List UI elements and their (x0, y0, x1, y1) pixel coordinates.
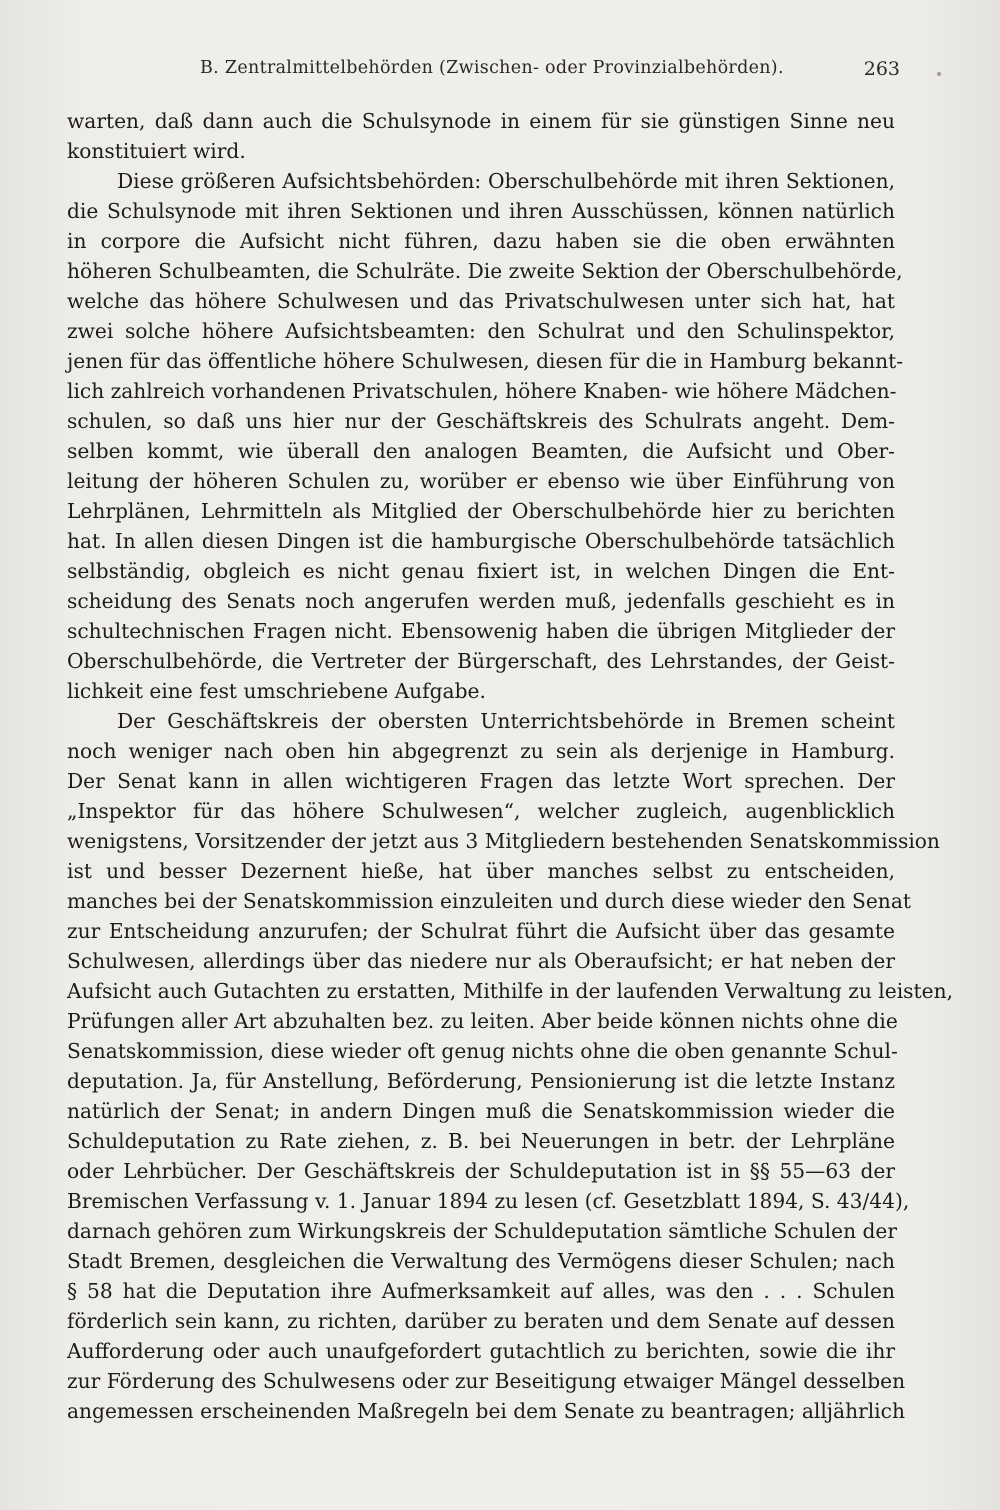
text-line: Bremischen Verfassung v. 1. Januar 1894 zu lesen (cf. Gesetzblatt 1894, S. 43/44), (67, 1189, 910, 1213)
text-line: Oberschulbehörde, die Vertreter der Bürgerschaft, des Lehrstandes, der Geist- (67, 649, 895, 673)
text-line: Schulwesen, allerdings über das niedere nur als Oberaufsicht; er hat neben der (67, 949, 895, 973)
paragraph (67, 706, 954, 1426)
text-line: hat. In allen diesen Dingen ist die hamburgische Oberschulbehörde tatsächlich (67, 529, 895, 553)
paragraph (67, 106, 895, 166)
text-line: manches bei der Senatskommission einzuleiten und durch diese wieder den Senat (67, 889, 911, 913)
text-line: Aufsicht auch Gutachten zu erstatten, Mithilfe in der laufenden Verwaltung zu leisten, (67, 979, 954, 1003)
text-line: welche das höhere Schulwesen und das Privatschulwesen unter sich hat, hat (67, 289, 895, 313)
text-line: Prüfungen aller Art abzuhalten bez. zu leiten. Aber beide können nichts ohne die (67, 1009, 898, 1033)
text-line: selben kommt, wie überall den analogen Beamten, die Aufsicht und Ober- (67, 439, 895, 463)
page-number: 263 (863, 58, 900, 80)
running-head (200, 58, 900, 88)
text-line: Stadt Bremen, desgleichen die Verwaltung des Vermögens dieser Schulen; nach (67, 1249, 895, 1273)
text-line: oder Lehrbücher. Der Geschäftskreis der Schuldeputation ist in §§ 55—63 der (67, 1159, 895, 1183)
paragraph (67, 166, 904, 706)
text-line: leitung der höheren Schulen zu, worüber er ebenso wie über Einführung von (67, 469, 895, 493)
text-line: förderlich sein kann, zu richten, darüber zu beraten und dem Senate auf dessen (67, 1309, 895, 1333)
text-line: lichkeit eine fest umschriebene Aufgabe. (67, 679, 486, 703)
text-line: § 58 hat die Deputation ihre Aufmerksamkeit auf alles, was den . . . Schulen (67, 1279, 895, 1303)
text-line: konstituiert wird. (67, 139, 246, 163)
text-line: jenen für das öffentliche höhere Schulwesen, diesen für die in Hamburg bekannt- (67, 349, 904, 373)
text-line: warten, daß dann auch die Schulsynode in einem für sie günstigen Sinne neu (67, 109, 895, 133)
text-line: Der Geschäftskreis der obersten Unterrichtsbehörde in Bremen scheint (117, 709, 895, 733)
running-title: B. Zentralmittelbehörden (Zwischen- oder Provinzialbehörden). (200, 58, 784, 78)
text-line: deputation. Ja, für Anstellung, Beförderung, Pensionierung ist die letzte Instanz (67, 1069, 895, 1093)
text-line: „Inspektor für das höhere Schulwesen“, welcher zugleich, augenblicklich (67, 799, 895, 823)
text-line: Diese größeren Aufsichtsbehörden: Oberschulbehörde mit ihren Sektionen, (117, 169, 895, 193)
text-line: zwei solche höhere Aufsichtsbeamten: den Schulrat und den Schulinspektor, (67, 319, 895, 343)
paper-speck (937, 72, 941, 76)
text-line: noch weniger nach oben hin abgegrenzt zu sein als derjenige in Hamburg. (67, 739, 895, 763)
text-line: höheren Schulbeamten, die Schulräte. Die zweite Sektion der Oberschulbehörde, (67, 259, 903, 283)
text-line: Senatskommission, diese wieder oft genug nichts ohne die oben genannte Schul- (67, 1039, 898, 1063)
text-line: die Schulsynode mit ihren Sektionen und ihren Ausschüssen, können natürlich (67, 199, 895, 223)
text-line: zur Entscheidung anzurufen; der Schulrat führt die Aufsicht über das gesamte (67, 919, 895, 943)
text-line: Der Senat kann in allen wichtigeren Fragen das letzte Wort sprechen. Der (67, 769, 895, 793)
text-line: angemessen erscheinenden Maßregeln bei dem Senate zu beantragen; alljährlich (67, 1399, 905, 1423)
text-line: schulen, so daß uns hier nur der Geschäftskreis des Schulrats angeht. Dem- (67, 409, 895, 433)
text-line: Aufforderung oder auch unaufgefordert gutachtlich zu berichten, sowie die ihr (67, 1339, 895, 1363)
text-line: ist und besser Dezernent hieße, hat über manches selbst zu entscheiden, (67, 859, 895, 883)
text-line: Schuldeputation zu Rate ziehen, z. B. bei Neuerungen in betr. der Lehrpläne (67, 1129, 895, 1153)
text-line: wenigstens, Vorsitzender der jetzt aus 3 Mitgliedern bestehenden Senatskommission (67, 829, 940, 853)
text-line: natürlich der Senat; in andern Dingen muß die Senatskommission wieder die (67, 1099, 895, 1123)
body-text (67, 106, 954, 1426)
text-line: in corpore die Aufsicht nicht führen, dazu haben sie die oben erwähnten (67, 229, 895, 253)
text-line: selbständig, obgleich es nicht genau fixiert ist, in welchen Dingen die Ent- (67, 559, 895, 583)
text-line: scheidung des Senats noch angerufen werden muß, jedenfalls geschieht es in (67, 589, 895, 613)
text-line: zur Förderung des Schulwesens oder zur Beseitigung etwaiger Mängel desselben (67, 1369, 906, 1393)
text-line: darnach gehören zum Wirkungskreis der Schuldeputation sämtliche Schulen der (67, 1219, 898, 1243)
text-line: Lehrplänen, Lehrmitteln als Mitglied der Oberschulbehörde hier zu berichten (67, 499, 895, 523)
text-line: lich zahlreich vorhandenen Privatschulen, höhere Knaben- wie höhere Mädchen- (67, 379, 897, 403)
text-line: schultechnischen Fragen nicht. Ebensowenig haben die übrigen Mitglieder der (67, 619, 895, 643)
